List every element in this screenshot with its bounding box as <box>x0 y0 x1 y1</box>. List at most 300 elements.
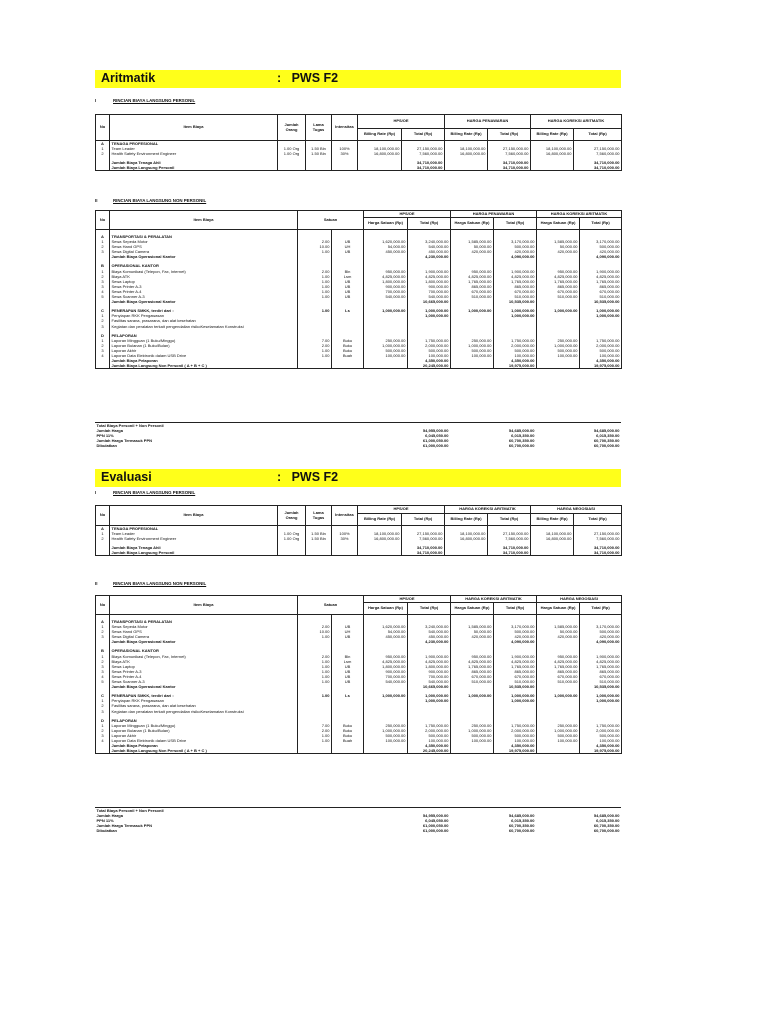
totals-value: 61,000,050.00 <box>422 438 449 444</box>
cell-harga-satuan: 54,000.00 <box>364 629 408 634</box>
cell-volume: 1.00 <box>298 693 332 698</box>
cell-volume: 1.00 <box>298 353 332 358</box>
totals-value: 60,700,000.00 <box>593 828 620 834</box>
cell-total: 670,000.00 <box>494 289 537 294</box>
cell-harga-satuan: 1,000,000.00 <box>451 728 494 733</box>
header-group-1: HPS/OE <box>364 211 451 218</box>
cell-unit: UB <box>332 634 364 639</box>
empty-cell <box>363 443 407 448</box>
cell-total: 1,000,000.00 <box>408 693 451 698</box>
totals-row <box>95 828 621 833</box>
cell-total: 540,000.00 <box>408 244 451 249</box>
cell-volume: 2.00 <box>298 624 332 629</box>
cell-total: 34,710,000.00 <box>574 160 622 165</box>
cell-total: 7,560,000.00 <box>488 536 531 541</box>
cell-no <box>96 165 110 171</box>
cell-total: 4,350,000.00 <box>494 358 537 363</box>
cell-total: 510,000.00 <box>580 294 622 299</box>
section-title-bar <box>95 469 621 487</box>
empty-cell <box>536 828 579 833</box>
table-row <box>96 363 622 369</box>
cell-harga-satuan: 950,000.00 <box>451 654 494 659</box>
cell-total: 100,000.00 <box>494 738 537 743</box>
cell-harga-satuan: 1,800,000.00 <box>364 664 408 669</box>
roman-numeral: II <box>95 198 98 203</box>
totals-value: 61,000,000.00 <box>422 828 449 834</box>
cell-unit: Buku <box>332 338 364 343</box>
cell-harga-satuan: 1,800,000.00 <box>364 279 408 284</box>
cell-total: 2,000,000.00 <box>494 343 537 348</box>
nonpersonil-table <box>95 210 622 369</box>
section-aritmatik <box>95 70 621 460</box>
cell-no: 2 <box>96 629 110 634</box>
cell-total: 1,900,000.00 <box>494 269 537 274</box>
cell-no: 3 <box>96 348 110 353</box>
totals-label: Jumlah Harga <box>96 428 123 434</box>
cell-total: 1,765,000.00 <box>580 664 622 669</box>
header-group-3: HARGA KOREKSI ARITMATIK <box>531 115 622 129</box>
cell-volume: 2.00 <box>298 239 332 244</box>
header-harga-satuan: Harga Satuan (Rp) <box>451 218 494 230</box>
cell-no: 3 <box>96 664 110 669</box>
header-group-1: HPS/OE <box>358 506 445 514</box>
header-billing-rate: Billing Rate (Rp) <box>531 514 574 526</box>
cell-volume: 1.00 <box>298 669 332 674</box>
cell-harga-satuan: 1,765,000.00 <box>537 664 580 669</box>
cell-total: 670,000.00 <box>580 289 622 294</box>
cell-no: 1 <box>96 654 110 659</box>
cell-harga-satuan: 950,000.00 <box>537 654 580 659</box>
cell-item: Sewa Laptop <box>110 279 298 284</box>
cell-item: Sewa Printer A-4 <box>110 674 298 679</box>
nonpersonil-heading <box>95 581 206 586</box>
cell-total: 7,560,000.00 <box>574 536 622 541</box>
cell-total: 510,000.00 <box>494 294 537 299</box>
totals-value: 54,955,000.00 <box>422 428 449 434</box>
table-row <box>96 165 622 171</box>
cell-harga-satuan: 865,000.00 <box>451 284 494 289</box>
cell-volume: 1.00 <box>298 348 332 353</box>
header-total: Total (Rp) <box>574 514 622 526</box>
cell-no: A <box>96 619 110 624</box>
cell-total: 540,000.00 <box>408 294 451 299</box>
cell-unit: Buku <box>332 728 364 733</box>
header-total: Total (Rp) <box>580 603 622 615</box>
cell-total: 4,350,000.00 <box>408 743 451 748</box>
cell-harga-satuan: 950,000.00 <box>364 654 408 659</box>
cell-harga-satuan: 1,585,000.00 <box>537 624 580 629</box>
cell-total: 1,000,000.00 <box>408 313 451 318</box>
cell-harga-satuan <box>451 748 494 754</box>
header-lama-tugas: Lama Tugas <box>306 506 332 526</box>
cell-total: 4,090,000.00 <box>494 639 537 644</box>
header-group-3: HARGA KOREKSI ARITMATIK <box>537 211 622 218</box>
cell-harga-satuan: 250,000.00 <box>364 723 408 728</box>
header-billing-rate: Billing Rate (Rp) <box>531 129 574 141</box>
cell-harga-satuan: 500,000.00 <box>364 733 408 738</box>
header-billing-rate: Billing Rate (Rp) <box>358 129 402 141</box>
header-total: Total (Rp) <box>580 218 622 230</box>
cell-total: 1,750,000.00 <box>408 723 451 728</box>
personil-table <box>95 505 622 556</box>
cell-unit: UB <box>332 249 364 254</box>
cell-total: 4,825,000.00 <box>494 659 537 664</box>
cell-no: 3 <box>96 284 110 289</box>
header-item: Item Biaya <box>110 115 278 141</box>
cell-harga-satuan: 50,000.00 <box>451 629 494 634</box>
cell-item: OPERASIONAL KANTOR <box>110 263 298 268</box>
personil-heading <box>95 98 195 103</box>
header-total: Total (Rp) <box>402 129 445 141</box>
totals-value: 6,015,350.00 <box>511 433 535 439</box>
cell-harga-satuan <box>364 363 408 369</box>
cell-item: Sewa Digital Camera <box>110 634 298 639</box>
personil-table <box>95 114 622 171</box>
cell-volume: 1.00 <box>298 738 332 743</box>
cell-intensitas: 30% <box>332 151 358 156</box>
cell-harga-satuan: 250,000.00 <box>537 723 580 728</box>
cell-harga-satuan <box>451 363 494 369</box>
cell-total: 1,900,000.00 <box>408 654 451 659</box>
cell-total: 4,090,000.00 <box>494 254 537 259</box>
cell-harga-satuan: 250,000.00 <box>451 338 494 343</box>
cell-total: 4,350,000.00 <box>408 358 451 363</box>
cell-item: Laporan Akhir <box>110 733 298 738</box>
cell-volume: 1.00 <box>298 274 332 279</box>
cell-total: 1,900,000.00 <box>494 654 537 659</box>
cell-volume: 1.00 <box>298 294 332 299</box>
cell-total: 500,000.00 <box>494 348 537 353</box>
cell-billing-rate: 18,100,000.00 <box>445 531 488 536</box>
cell-harga-satuan: 4,825,000.00 <box>537 274 580 279</box>
cell-no: 3 <box>96 669 110 674</box>
cell-no: 1 <box>96 624 110 629</box>
cell-harga-satuan: 4,825,000.00 <box>364 274 408 279</box>
cell-item: PELAPORAN <box>110 718 298 723</box>
cell-total: 27,150,000.00 <box>402 146 445 151</box>
cell-item: Jumlah Biaya Operasional Kantor <box>110 254 298 259</box>
cell-harga-satuan: 420,000.00 <box>537 249 580 254</box>
cell-total: 500,000.00 <box>408 733 451 738</box>
cell-item: Jumlah Biaya Tenaga Ahli <box>110 160 278 165</box>
cell-no: 1 <box>96 239 110 244</box>
totals-value: 60,700,350.00 <box>593 438 620 444</box>
cell-harga-satuan: 950,000.00 <box>364 269 408 274</box>
totals-table <box>95 422 621 448</box>
cell-total: 1,000,000.00 <box>494 308 537 313</box>
cell-no: 1 <box>96 269 110 274</box>
cell-volume: 1.00 <box>298 733 332 738</box>
cell-no: 5 <box>96 679 110 684</box>
cell-harga-satuan: 1,000,000.00 <box>364 728 408 733</box>
cell-item: TRANSPORTASI & PERALATAN <box>110 234 298 239</box>
cell-unit: UB <box>332 624 364 629</box>
header-intensitas: Intensitas <box>332 115 358 141</box>
cell-harga-satuan: 100,000.00 <box>537 353 580 358</box>
cell-unit: UB <box>332 284 364 289</box>
cell-harga-satuan: 1,000,000.00 <box>451 693 494 698</box>
cell-item: Jumlah Biaya Operasional Kantor <box>110 684 298 689</box>
cell-total: 10,535,000.00 <box>580 299 622 304</box>
cell-no: D <box>96 718 110 723</box>
cell-no: 3 <box>96 249 110 254</box>
cell-no: 4 <box>96 289 110 294</box>
cell-total: 100,000.00 <box>408 353 451 358</box>
cell-harga-satuan: 500,000.00 <box>537 348 580 353</box>
cell-harga-satuan: 865,000.00 <box>537 284 580 289</box>
cell-no: D <box>96 333 110 338</box>
cell-no: 1 <box>96 313 110 318</box>
cell-volume: 2.00 <box>298 269 332 274</box>
cell-harga-satuan: 4,825,000.00 <box>451 659 494 664</box>
totals-label: PPN 11% <box>96 818 114 824</box>
cell-volume <box>298 363 332 369</box>
cell-unit: Buku <box>332 733 364 738</box>
cell-harga-satuan: 4,825,000.00 <box>451 274 494 279</box>
cell-total: 1,000,000.00 <box>580 698 622 703</box>
cell-total: 1,750,000.00 <box>494 723 537 728</box>
heading-text: RINCIAN BIAYA LANGSUNG PERSONIL <box>113 98 196 103</box>
cell-total: 34,710,000.00 <box>402 165 445 171</box>
section-title: Aritmatik <box>101 71 156 85</box>
cell-item: Biaya Komunikasi (Telepon, Fax, Internet) <box>110 269 298 274</box>
cell-no: 2 <box>96 659 110 664</box>
cell-harga-satuan: 50,000.00 <box>537 629 580 634</box>
section-title-bar <box>95 70 621 88</box>
cell-volume: 1.00 <box>298 659 332 664</box>
cell-jumlah-orang: 1.00 Org <box>278 536 306 541</box>
cell-no: C <box>96 308 110 313</box>
cell-no: B <box>96 263 110 268</box>
cell-billing-rate: 16,800,000.00 <box>358 536 402 541</box>
cell-no: 2 <box>96 151 110 156</box>
cell-unit: UB <box>332 289 364 294</box>
cell-item: Fasilitas sarana, prasarana, dan alat kesehatan <box>110 703 298 708</box>
cell-total: 4,350,000.00 <box>494 743 537 748</box>
cell-total: 500,000.00 <box>494 733 537 738</box>
cell-total: 900,000.00 <box>408 669 451 674</box>
cell-harga-satuan: 4,825,000.00 <box>537 659 580 664</box>
cell-lama-tugas: 1.50 Bln <box>306 151 332 156</box>
cell-no: 2 <box>96 536 110 541</box>
table-row <box>96 550 622 556</box>
cell-no: 5 <box>96 294 110 299</box>
totals-label: Jumlah Harga Termasuk PPN <box>96 823 153 829</box>
cell-total: 10,535,000.00 <box>494 684 537 689</box>
roman-numeral: I <box>95 98 97 103</box>
cell-no: 1 <box>96 698 110 703</box>
header-no: No <box>96 506 110 526</box>
cell-unit: UB <box>332 669 364 674</box>
cell-harga-satuan: 950,000.00 <box>451 269 494 274</box>
cell-harga-satuan: 500,000.00 <box>537 733 580 738</box>
cell-item: Jumlah Biaya Pelaporan <box>110 358 298 363</box>
cell-total: 4,090,000.00 <box>580 254 622 259</box>
cell-item: Sewa Scanner A-3 <box>110 294 298 299</box>
header-group-2: HARGA KOREKSI ARITMATIK <box>451 596 537 603</box>
cell-harga-satuan: 100,000.00 <box>451 738 494 743</box>
cell-harga-satuan: 1,000,000.00 <box>364 343 408 348</box>
cell-volume <box>298 748 332 754</box>
cell-unit: UB <box>332 239 364 244</box>
header-item: Item Biaya <box>110 596 298 615</box>
cell-harga-satuan: 670,000.00 <box>451 289 494 294</box>
totals-value: 6,015,350.00 <box>596 818 620 824</box>
header-total: Total (Rp) <box>402 514 445 526</box>
cell-total: 1,000,000.00 <box>494 693 537 698</box>
cell-harga-satuan: 1,620,000.00 <box>364 624 408 629</box>
cell-total: 34,710,000.00 <box>402 545 445 550</box>
cell-lama-tugas <box>306 165 332 171</box>
cell-volume: 10.00 <box>298 244 332 249</box>
header-satuan: Satuan <box>298 596 364 615</box>
cell-item: Sewa Printer A-3 <box>110 284 298 289</box>
header-total: Total (Rp) <box>408 603 451 615</box>
totals-value: 54,955,000.00 <box>422 813 449 819</box>
header-no: No <box>96 115 110 141</box>
cell-item: Jumlah Biaya Tenaga Ahli <box>110 545 278 550</box>
cell-total: 500,000.00 <box>408 348 451 353</box>
cell-harga-satuan: 100,000.00 <box>451 353 494 358</box>
cell-total: 865,000.00 <box>580 284 622 289</box>
cell-total: 4,350,000.00 <box>580 358 622 363</box>
cell-intensitas: 30% <box>332 536 358 541</box>
cell-total: 510,000.00 <box>494 679 537 684</box>
cell-item: Team Leader <box>110 146 278 151</box>
cell-item: PENERAPAN SMKK, terdiri dari : <box>110 693 298 698</box>
cell-total: 865,000.00 <box>580 669 622 674</box>
cell-lama-tugas: 1.50 Bln <box>306 536 332 541</box>
cell-billing-rate: 18,100,000.00 <box>531 146 574 151</box>
personil-heading <box>95 490 195 495</box>
cell-harga-satuan: 50,000.00 <box>451 244 494 249</box>
header-group-2: HARGA PENAWARAN <box>445 115 531 129</box>
title-colon: : <box>277 470 282 484</box>
cell-total: 1,800,000.00 <box>408 279 451 284</box>
cell-total: 4,825,000.00 <box>408 274 451 279</box>
cell-total: 4,230,000.00 <box>408 254 451 259</box>
cell-unit: UH <box>332 629 364 634</box>
cell-item: Laporan Data Elektronik dalam USB Drive <box>110 738 298 743</box>
cell-total: 19,975,000.00 <box>494 363 537 369</box>
cell-unit: UH <box>332 244 364 249</box>
cell-no: A <box>96 234 110 239</box>
cell-total: 2,000,000.00 <box>408 728 451 733</box>
cell-no: 2 <box>96 244 110 249</box>
cell-total: 4,825,000.00 <box>580 659 622 664</box>
cell-harga-satuan: 900,000.00 <box>364 669 408 674</box>
header-jumlah-orang: Jumlah Orang <box>278 115 306 141</box>
cell-harga-satuan: 500,000.00 <box>364 348 408 353</box>
cell-jumlah-orang: 1.00 Org <box>278 531 306 536</box>
header-billing-rate: Billing Rate (Rp) <box>358 514 402 526</box>
cell-total: 3,170,000.00 <box>494 239 537 244</box>
cell-item: Fasilitas sarana, prasarana, dan alat kesehatan <box>110 318 298 323</box>
cell-harga-satuan: 420,000.00 <box>537 634 580 639</box>
cell-unit <box>332 363 364 369</box>
cell-total: 7,560,000.00 <box>402 536 445 541</box>
cell-total: 1,000,000.00 <box>580 308 622 313</box>
cell-total: 3,240,000.00 <box>408 239 451 244</box>
cell-item: Laporan Bulanan (1 Buku/Bulan) <box>110 728 298 733</box>
cell-no: 2 <box>96 703 110 708</box>
cell-volume: 1.00 <box>298 308 332 313</box>
cell-no: 4 <box>96 674 110 679</box>
totals-value: 60,700,350.00 <box>508 823 535 829</box>
cell-no <box>96 363 110 369</box>
cell-item: Penyiapan RKK Pengawasan <box>110 313 298 318</box>
cell-total: 34,710,000.00 <box>402 160 445 165</box>
cell-intensitas <box>332 550 358 556</box>
cell-unit: Buah <box>332 353 364 358</box>
cell-total: 500,000.00 <box>580 629 622 634</box>
cell-total: 10,535,000.00 <box>494 299 537 304</box>
cell-total: 10,665,000.00 <box>408 299 451 304</box>
cell-item: Biaya ATK <box>110 274 298 279</box>
cell-unit: Lsm <box>332 274 364 279</box>
cell-volume: 7.00 <box>298 723 332 728</box>
cell-item: Laporan Bulanan (1 Buku/Bulan) <box>110 343 298 348</box>
header-intensitas: Intensitas <box>332 506 358 526</box>
cell-total: 540,000.00 <box>408 679 451 684</box>
cell-item: Health Safety Environment Engineer <box>110 151 278 156</box>
totals-label: PPN 11% <box>96 433 114 439</box>
cell-harga-satuan: 250,000.00 <box>537 338 580 343</box>
cell-total: 700,000.00 <box>408 674 451 679</box>
cell-total: 100,000.00 <box>408 738 451 743</box>
cell-item: Biaya Komunikasi (Telepon, Fax, Internet) <box>110 654 298 659</box>
cell-total: 2,000,000.00 <box>580 343 622 348</box>
cell-billing-rate: 16,800,000.00 <box>531 536 574 541</box>
cell-total: 7,560,000.00 <box>402 151 445 156</box>
totals-value: 54,685,000.00 <box>508 428 535 434</box>
totals-value: 60,700,000.00 <box>593 443 620 449</box>
cell-total: 100,000.00 <box>580 738 622 743</box>
cell-billing-rate: 16,800,000.00 <box>358 151 402 156</box>
cell-volume: 1.00 <box>298 279 332 284</box>
cell-no: B <box>96 648 110 653</box>
cell-total: 3,170,000.00 <box>580 239 622 244</box>
cell-billing-rate: 18,100,000.00 <box>445 146 488 151</box>
cell-jumlah-orang: 1.00 Org <box>278 151 306 156</box>
cell-jumlah-orang: 1.00 Org <box>278 146 306 151</box>
cell-harga-satuan: 1,000,000.00 <box>451 308 494 313</box>
cell-total: 4,825,000.00 <box>408 659 451 664</box>
cell-total: 34,710,000.00 <box>574 550 622 556</box>
cell-harga-satuan: 1,620,000.00 <box>364 239 408 244</box>
totals-value: 60,700,350.00 <box>508 438 535 444</box>
header-group-3: HARGA NEGOSIASI <box>537 596 622 603</box>
cell-no: 2 <box>96 274 110 279</box>
cell-billing-rate: 16,800,000.00 <box>531 151 574 156</box>
cell-total: 4,350,000.00 <box>580 743 622 748</box>
cell-harga-satuan: 420,000.00 <box>451 634 494 639</box>
header-no: No <box>96 211 110 230</box>
cell-unit: UB <box>332 679 364 684</box>
empty-cell <box>450 828 493 833</box>
cell-harga-satuan: 1,585,000.00 <box>451 239 494 244</box>
header-no: No <box>96 596 110 615</box>
cell-total: 4,825,000.00 <box>580 274 622 279</box>
header-harga-satuan: Harga Satuan (Rp) <box>537 218 580 230</box>
header-harga-satuan: Harga Satuan (Rp) <box>451 603 494 615</box>
totals-value: 54,685,000.00 <box>508 813 535 819</box>
totals-label: Dibulatkan <box>96 828 117 834</box>
cell-volume: 2.00 <box>298 654 332 659</box>
cell-unit: Buku <box>332 723 364 728</box>
cell-billing-rate <box>445 550 488 556</box>
cell-no: C <box>96 693 110 698</box>
